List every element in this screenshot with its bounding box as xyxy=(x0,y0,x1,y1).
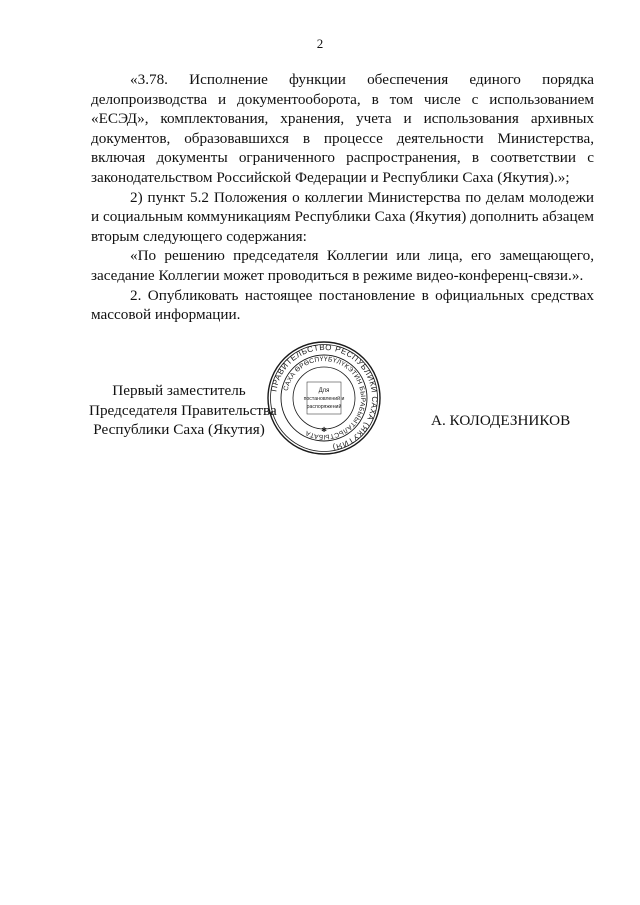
signatory-name: А. КОЛОДЕЗНИКОВ xyxy=(431,412,571,429)
paragraph-new-clause-text: «По решению председателя Коллегии или лица, его замещающего, заседание Коллегии может проводиться в режиме видео-конференц-связи.». xyxy=(91,247,594,284)
seal-center-line-3: распоряжений xyxy=(306,404,342,410)
signatory-title-line: Председателя Правительства xyxy=(89,401,277,419)
paragraph-publication: 2. Опубликовать настоящее постановление в официальных средствах массовой информации. xyxy=(91,286,594,324)
seal-star-icon: ✱ xyxy=(321,426,327,434)
paragraph-item-2-amendment: 2) пункт 5.2 Положения о коллегии Министерства по делам молодежи и социальным коммуникациям Республики Саха (Якутия) дополнить абзацем вторым следующего содержания: xyxy=(91,188,594,245)
signatory-title-line: Первый заместитель xyxy=(112,382,246,399)
signatory-title-line: Республики Саха (Якутия) xyxy=(93,421,265,439)
signatory-title xyxy=(89,381,277,440)
seal-inner-text: САХА ӨРӨСПҮҮБҮЛҮКЭТИН БЫРАБЫЫТАЛЬСТЫБАТА xyxy=(282,355,367,441)
official-seal xyxy=(266,340,382,456)
seal-center-line-2: постановлений и xyxy=(303,396,345,402)
seal-outer-text: ПРАВИТЕЛЬСТВО РЕСПУБЛИКИ САХА (ЯКУТИЯ) xyxy=(269,342,380,453)
page-number: 2 xyxy=(316,36,324,51)
seal-center-line-1: Для xyxy=(318,388,330,394)
paragraph-item-3-78: «3.78. Исполнение функции обеспечения единого порядка делопроизводства и документооборота, в том числе с использованием «ЕСЭД», комплектования, хранения, учета и использования архивных документов, образовавшихся в процессе деятельности Министерства, включая документы ограниченного распространения, в соответствии с законодательством Российской Федерации и Республики Саха (Якутия).»; xyxy=(91,71,594,186)
document-body xyxy=(91,70,594,325)
